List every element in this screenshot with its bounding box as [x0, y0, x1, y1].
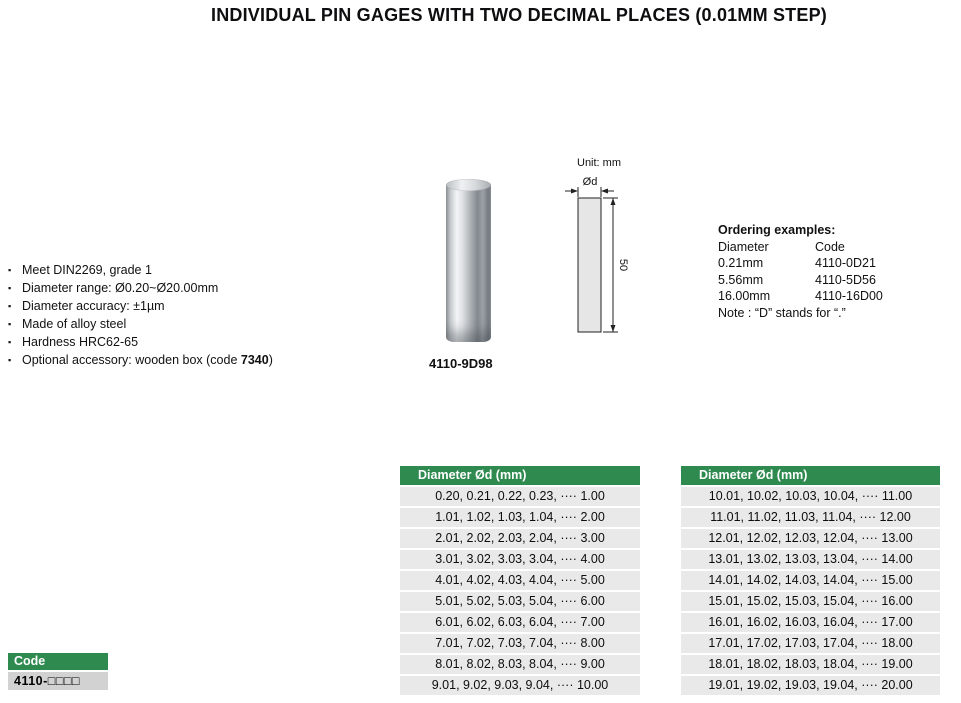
table-row: 17.01, 17.02, 17.03, 17.04, ···· 18.00: [681, 634, 940, 653]
feature-item: [8, 351, 273, 369]
feature-item: [8, 315, 273, 333]
table-row: 9.01, 9.02, 9.03, 9.04, ···· 10.00: [400, 676, 640, 695]
table-row: 18.01, 18.02, 18.03, 18.04, ···· 19.00: [681, 655, 940, 674]
pin-gage-photo: [446, 179, 491, 345]
arrowhead-icon: [611, 198, 616, 205]
code-box-header: Code: [8, 653, 108, 670]
feature-text: Made of alloy steel: [22, 317, 127, 331]
ordering-header-row: [718, 239, 883, 256]
feature-text: Optional accessory: wooden box (code: [22, 353, 241, 367]
code-box-value: 4110-□□□□: [8, 672, 108, 690]
feature-item: [8, 297, 273, 315]
bullet-icon: [8, 297, 22, 315]
table-row: 6.01, 6.02, 6.03, 6.04, ···· 7.00: [400, 613, 640, 632]
ordering-row: [718, 272, 883, 289]
feature-item: [8, 279, 273, 297]
ordering-row: [718, 255, 883, 272]
table-row: 15.01, 15.02, 15.03, 15.04, ···· 16.00: [681, 592, 940, 611]
accessory-code: 7340: [240, 353, 269, 367]
table-row: 14.01, 14.02, 14.03, 14.04, ···· 15.00: [681, 571, 940, 590]
arrowhead-icon: [611, 325, 616, 332]
diameter-table-left: [400, 466, 640, 697]
feature-text: Meet DIN2269, grade 1: [22, 263, 152, 277]
table-row: 3.01, 3.02, 3.03, 3.04, ···· 4.00: [400, 550, 640, 569]
table-row: 8.01, 8.02, 8.03, 8.04, ···· 9.00: [400, 655, 640, 674]
ordering-code: 4110-16D00: [815, 289, 883, 303]
feature-text: Diameter range: Ø0.20~Ø20.00mm: [22, 281, 219, 295]
bullet-icon: [8, 333, 22, 351]
table-row: 5.01, 5.02, 5.03, 5.04, ···· 6.00: [400, 592, 640, 611]
table-header: Diameter Ød (mm): [400, 466, 640, 485]
arrowhead-icon: [601, 189, 608, 194]
table-row: 13.01, 13.02, 13.03, 13.04, ···· 14.00: [681, 550, 940, 569]
table-row: 7.01, 7.02, 7.03, 7.04, ···· 8.00: [400, 634, 640, 653]
table-row: 12.01, 12.02, 12.03, 12.04, ···· 13.00: [681, 529, 940, 548]
feature-text: ): [268, 353, 273, 367]
table-body: [681, 487, 940, 695]
feature-text: Hardness HRC62-65: [22, 335, 139, 349]
pin-model-label: 4110-9D98: [429, 356, 493, 371]
ordering-examples: [718, 222, 883, 321]
features-list: [8, 261, 273, 369]
pin-body: [446, 185, 491, 342]
ordering-code: 4110-5D56: [815, 272, 876, 287]
technical-drawing: [560, 170, 635, 342]
feature-text: Diameter accuracy: ±1µm: [22, 299, 165, 313]
feature-item: [8, 261, 273, 279]
table-row: 16.01, 16.02, 16.03, 16.04, ···· 17.00: [681, 613, 940, 632]
ordering-col-code: Code: [815, 239, 845, 254]
table-row: 4.01, 4.02, 4.03, 4.04, ···· 5.00: [400, 571, 640, 590]
ordering-col-diameter: Diameter: [718, 239, 769, 254]
table-row: 11.01, 11.02, 11.03, 11.04, ···· 12.00: [681, 508, 940, 527]
diameter-table-right: [681, 466, 940, 697]
bullet-icon: [8, 351, 22, 369]
table-row: 19.01, 19.02, 19.03, 19.04, ···· 20.00: [681, 676, 940, 695]
table-row: 0.20, 0.21, 0.22, 0.23, ···· 1.00: [400, 487, 640, 506]
table-row: 10.01, 10.02, 10.03, 10.04, ···· 11.00: [681, 487, 940, 506]
feature-item: [8, 333, 273, 351]
ordering-row: [718, 288, 883, 305]
ordering-code: 4110-0D21: [815, 256, 876, 270]
ordering-diameter: 16.00mm: [718, 289, 771, 303]
arrowhead-icon: [571, 189, 578, 194]
ordering-diameter: 0.21mm: [718, 256, 764, 270]
bullet-icon: [8, 261, 22, 279]
unit-label: Unit: mm: [577, 157, 621, 169]
table-row: 2.01, 2.02, 2.03, 2.04, ···· 3.00: [400, 529, 640, 548]
table-row: 1.01, 1.02, 1.03, 1.04, ···· 2.00: [400, 508, 640, 527]
pin-top-face: [446, 179, 491, 191]
bullet-icon: [8, 315, 22, 333]
bullet-icon: [8, 279, 22, 297]
code-box: [8, 653, 108, 690]
ordering-note: Note : “D” stands for “.”: [718, 305, 846, 320]
page-title: INDIVIDUAL PIN GAGES WITH TWO DECIMAL PLACES (0.01MM STEP): [211, 5, 827, 25]
table-header: Diameter Ød (mm): [681, 466, 940, 485]
ordering-diameter: 5.56mm: [718, 272, 764, 287]
diameter-dim-label: Ød: [582, 176, 598, 188]
ordering-title: Ordering examples:: [718, 223, 836, 237]
pin-side-view-rect: [578, 198, 601, 332]
table-body: [400, 487, 640, 695]
length-dim-label: 50: [617, 258, 629, 272]
